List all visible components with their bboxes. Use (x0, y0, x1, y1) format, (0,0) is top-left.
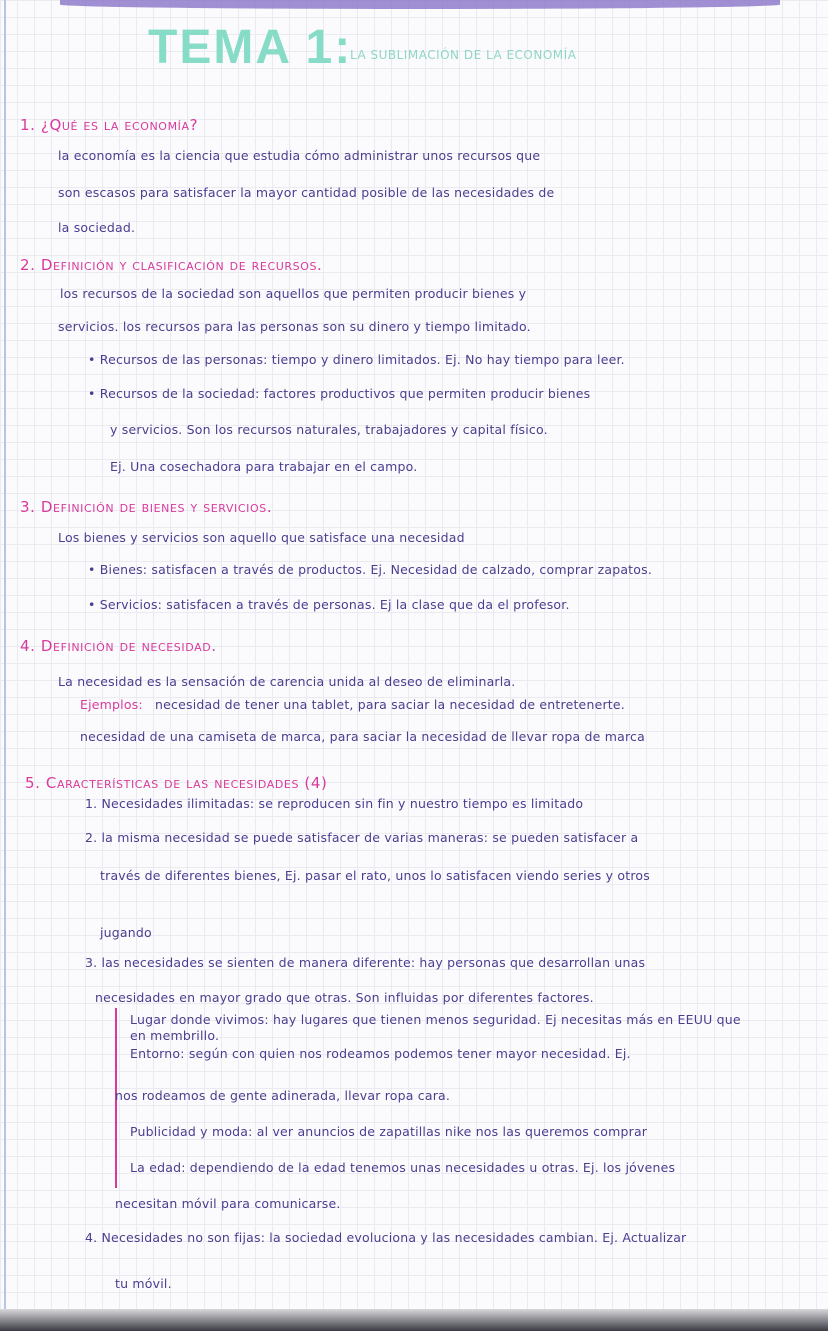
text-line: son escasos para satisfacer la mayor cantidad posible de las necesidades de (58, 185, 555, 200)
section-heading-4: 4. Definición de necesidad. (20, 637, 217, 655)
top-decoration (60, 0, 780, 9)
list-item: 1. Necesidades ilimitadas: se reproducen sin fin y nuestro tiempo es limitado (85, 796, 584, 811)
bottom-edge (0, 1309, 828, 1331)
text-line: necesidad de una camiseta de marca, para saciar la necesidad de llevar ropa de marca (80, 729, 645, 744)
text-line: necesitan móvil para comunicarse. (115, 1196, 341, 1211)
page-subtitle: LA SUBLIMACIÓN DE LA ECONOMÍA (350, 48, 577, 62)
factor-item: Publicidad y moda: al ver anuncios de zapatillas nike nos las queremos comprar (130, 1124, 648, 1139)
bullet-item: • Servicios: satisfacen a través de personas. Ej la clase que da el profesor. (88, 597, 570, 612)
factor-item: Lugar donde vivimos: hay lugares que tienen menos seguridad. Ej necesitas más en EEUU que (130, 1012, 741, 1027)
text-line: servicios. los recursos para las personas son su dinero y tiempo limitado. (58, 319, 531, 334)
section-heading-2: 2. Definición y clasificación de recursos. (20, 256, 323, 274)
section-heading-3: 3. Definición de bienes y servicios. (20, 498, 273, 516)
text-line: los recursos de la sociedad son aquellos que permiten producir bienes y (60, 286, 527, 301)
text-line: tu móvil. (115, 1276, 172, 1291)
text-line: la sociedad. (58, 220, 136, 235)
text-line: la economía es la ciencia que estudia cómo administrar unos recursos que (58, 148, 541, 163)
bullet-item: • Bienes: satisfacen a través de productos. Ej. Necesidad de calzado, comprar zapatos. (88, 562, 653, 577)
list-item: 3. las necesidades se sienten de manera diferente: hay personas que desarrollan unas (85, 955, 646, 970)
page-title: TEMA 1: (148, 21, 353, 74)
text-line: y servicios. Son los recursos naturales, trabajadores y capital físico. (110, 422, 548, 437)
text-line: La necesidad es la sensación de carencia unida al deseo de eliminarla. (58, 674, 516, 689)
examples-label: Ejemplos: (80, 697, 143, 712)
text-line: necesidades en mayor grado que otras. Son influidas por diferentes factores. (95, 990, 594, 1005)
text-line: nos rodeamos de gente adinerada, llevar ropa cara. (115, 1088, 451, 1103)
text-line: necesidad de tener una tablet, para saciar la necesidad de entretenerte. (155, 697, 625, 712)
section-heading-1: 1. ¿Qué es la economía? (20, 116, 199, 134)
text-line: Ej. Una cosechadora para trabajar en el campo. (110, 459, 418, 474)
list-item: 4. Necesidades no son fijas: la sociedad evoluciona y las necesidades cambian. Ej. Actualizar (85, 1230, 687, 1245)
text-line: en membrillo. (130, 1028, 220, 1043)
bullet-item: • Recursos de las personas: tiempo y dinero limitados. Ej. No hay tiempo para leer. (88, 352, 625, 367)
list-item: 2. la misma necesidad se puede satisfacer de varias maneras: se pueden satisfacer a (85, 830, 639, 845)
text-line: jugando (100, 925, 152, 940)
margin-line (4, 0, 6, 1310)
text-line: Los bienes y servicios son aquello que satisface una necesidad (58, 530, 465, 545)
section-heading-5: 5. Características de las necesidades (4) (25, 774, 328, 792)
text-line: través de diferentes bienes, Ej. pasar el rato, unos lo satisfacen viendo series y otros (100, 868, 650, 883)
factor-item: La edad: dependiendo de la edad tenemos unas necesidades u otras. Ej. los jóvenes (130, 1160, 676, 1175)
bullet-item: • Recursos de la sociedad: factores productivos que permiten producir bienes (88, 386, 591, 401)
factor-item: Entorno: según con quien nos rodeamos podemos tener mayor necesidad. Ej. (130, 1046, 631, 1061)
